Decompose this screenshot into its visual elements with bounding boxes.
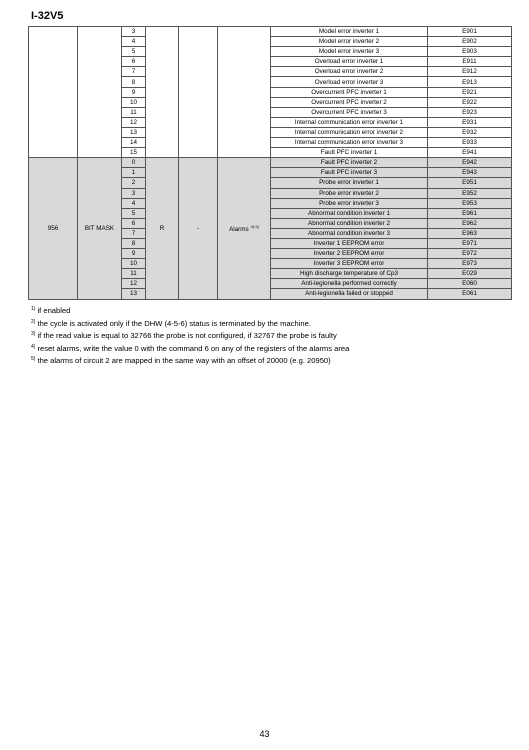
register-access: R — [146, 158, 179, 299]
address-cell-empty — [29, 27, 78, 158]
alarm-description: Inverter 2 EEPROM error — [271, 249, 428, 259]
register-description-footnote-ref: 4) 5) — [250, 224, 259, 230]
bit-index: 3 — [122, 188, 146, 198]
alarm-code: E962 — [428, 218, 512, 228]
alarm-description: High discharge temperature of Cp3 — [271, 269, 428, 279]
alarm-description: Internal communication error inverter 3 — [271, 138, 428, 148]
footnote-text: if enabled — [37, 306, 71, 315]
alarm-code: E951 — [428, 178, 512, 188]
alarm-code: E901 — [428, 27, 512, 37]
alarm-code: E931 — [428, 117, 512, 127]
footnote-text: if the read value is equal to 32766 the probe is not configured, if 32767 the probe is faulty — [37, 331, 337, 341]
alarm-description: Abnormal condition inverter 2 — [271, 218, 428, 228]
bit-index: 7 — [122, 228, 146, 238]
bit-index: 9 — [122, 249, 146, 259]
type-cell-empty — [78, 27, 122, 158]
footnote — [31, 329, 349, 342]
alarm-description: Overcurrent PFC inverter 1 — [271, 87, 428, 97]
register-unit: - — [179, 158, 218, 299]
bit-index: 5 — [122, 208, 146, 218]
alarm-description: Abnormal condition inverter 3 — [271, 228, 428, 238]
alarm-code: E952 — [428, 188, 512, 198]
footnote-number: 3) — [31, 331, 36, 338]
footnote-text: the alarms of circuit 2 are mapped in the same way with an offset of 20000 (e.g. 20950) — [37, 356, 331, 366]
alarm-description: Model error inverter 2 — [271, 37, 428, 47]
bit-index: 12 — [122, 279, 146, 289]
alarm-description: Internal communication error inverter 1 — [271, 117, 428, 127]
alarm-code: E933 — [428, 138, 512, 148]
access-cell-empty — [146, 27, 179, 158]
footnote-number: 1) — [31, 306, 36, 312]
alarm-description: Anti-legionella performed correctly — [271, 279, 428, 289]
footnote — [31, 317, 349, 330]
alarm-description: Overload error inverter 1 — [271, 57, 428, 67]
bit-index: 8 — [122, 238, 146, 248]
bit-index: 11 — [122, 107, 146, 117]
alarm-code: E963 — [428, 228, 512, 238]
alarm-code: E971 — [428, 238, 512, 248]
bit-index: 0 — [122, 158, 146, 168]
footnote — [31, 354, 349, 367]
alarm-code: E922 — [428, 97, 512, 107]
alarm-description: Model error inverter 3 — [271, 47, 428, 57]
alarm-description: Overcurrent PFC inverter 3 — [271, 107, 428, 117]
alarm-code: E953 — [428, 198, 512, 208]
alarm-code: E943 — [428, 168, 512, 178]
alarm-description: Probe error inverter 3 — [271, 198, 428, 208]
footnote-number: 2) — [31, 318, 36, 325]
bit-index: 13 — [122, 127, 146, 137]
bit-index: 4 — [122, 198, 146, 208]
alarm-code: E060 — [428, 279, 512, 289]
bit-index: 1 — [122, 168, 146, 178]
page-number: 43 — [259, 729, 270, 739]
alarm-code: E932 — [428, 127, 512, 137]
footnote — [31, 342, 349, 355]
alarm-description: Overload error inverter 3 — [271, 77, 428, 87]
bit-index: 10 — [122, 97, 146, 107]
footnote-text: reset alarms, write the value 0 with the command 6 on any of the registers of the alarms area — [37, 343, 350, 353]
footnote-number: 5) — [31, 356, 36, 363]
bit-index: 15 — [122, 148, 146, 158]
alarm-code: E942 — [428, 158, 512, 168]
bit-index: 14 — [122, 138, 146, 148]
document-code: I-32V5 — [31, 10, 64, 22]
alarm-code: E912 — [428, 67, 512, 77]
register-description — [218, 158, 271, 299]
alarm-code: E061 — [428, 289, 512, 299]
register-table — [28, 26, 512, 300]
footnote — [31, 304, 349, 317]
footnotes — [31, 304, 349, 367]
bit-index: 7 — [122, 67, 146, 77]
alarm-code: E029 — [428, 269, 512, 279]
bit-index: 8 — [122, 77, 146, 87]
register-table-body — [29, 27, 512, 300]
alarm-code: E941 — [428, 148, 512, 158]
bit-index: 10 — [122, 259, 146, 269]
bit-index: 9 — [122, 87, 146, 97]
alarm-description: Anti-legionella failed or stopped — [271, 289, 428, 299]
alarm-description: Probe error inverter 1 — [271, 178, 428, 188]
alarm-code: E923 — [428, 107, 512, 117]
alarm-description: Probe error inverter 2 — [271, 188, 428, 198]
footnote-text: the cycle is activated only if the DHW (4-5-6) status is terminated by the machine. — [37, 318, 311, 328]
table-row — [29, 27, 512, 37]
alarm-description: Fault PFC inverter 1 — [271, 148, 428, 158]
alarm-description: Fault PFC inverter 2 — [271, 158, 428, 168]
alarm-code: E921 — [428, 87, 512, 97]
bit-index: 6 — [122, 57, 146, 67]
register-type: BIT MASK — [78, 158, 122, 299]
bit-index: 2 — [122, 178, 146, 188]
alarm-description: Inverter 3 EEPROM error — [271, 259, 428, 269]
alarm-description: Overcurrent PFC inverter 2 — [271, 97, 428, 107]
alarm-description: Abnormal condition inverter 1 — [271, 208, 428, 218]
register-description-text: Alarms — [229, 226, 249, 234]
alarm-code: E903 — [428, 47, 512, 57]
alarm-code: E961 — [428, 208, 512, 218]
bit-index: 3 — [122, 27, 146, 37]
bit-index: 5 — [122, 47, 146, 57]
alarm-description: Model error inverter 1 — [271, 27, 428, 37]
alarm-code: E911 — [428, 57, 512, 67]
alarm-code: E973 — [428, 259, 512, 269]
footnote-number: 4) — [31, 343, 36, 350]
bit-index: 12 — [122, 117, 146, 127]
description-cell-empty — [218, 27, 271, 158]
alarm-code: E972 — [428, 249, 512, 259]
alarm-code: E913 — [428, 77, 512, 87]
bit-index: 6 — [122, 218, 146, 228]
alarm-description: Fault PFC inverter 3 — [271, 168, 428, 178]
bit-index: 13 — [122, 289, 146, 299]
alarm-description: Inverter 1 EEPROM error — [271, 238, 428, 248]
alarm-code: E902 — [428, 37, 512, 47]
table-row — [29, 158, 512, 168]
bit-index: 4 — [122, 37, 146, 47]
alarm-description: Overload error inverter 2 — [271, 67, 428, 77]
register-address: 956 — [29, 158, 78, 299]
bit-index: 11 — [122, 269, 146, 279]
alarm-description: Internal communication error inverter 2 — [271, 127, 428, 137]
unit-cell-empty — [179, 27, 218, 158]
